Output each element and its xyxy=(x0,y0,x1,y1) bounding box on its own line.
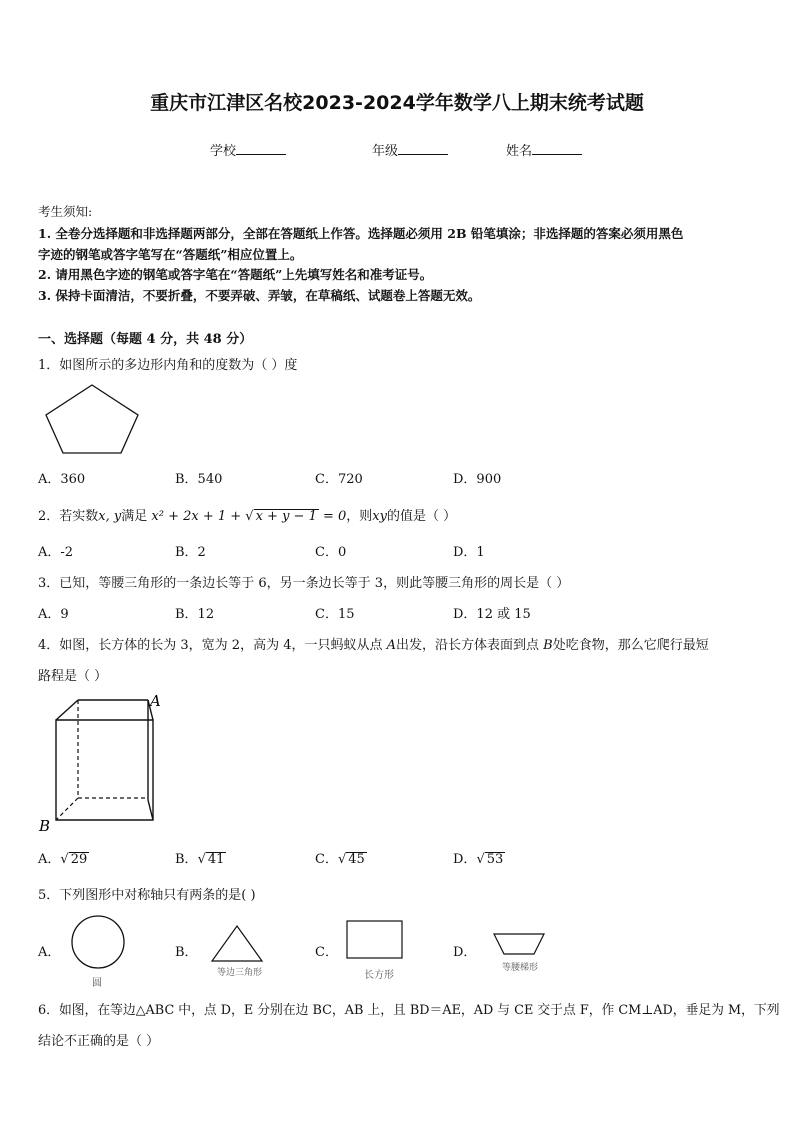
q6-line-1: 6．如图，在等边△ABC 中，点 D，E 分别在边 BC，AB 上，且 BD＝AE，AD 与 CE 交于点 F，作 CM⊥AD，垂足为 M，下列 xyxy=(38,1003,780,1018)
vertex-b-label: B xyxy=(39,817,51,834)
q2-option-c: C．0 xyxy=(315,545,347,560)
q5-caption-trapezoid: 等腰梯形 xyxy=(502,963,539,973)
q4-option-c xyxy=(315,848,367,867)
q5-caption-triangle: 等边三角形 xyxy=(217,968,263,978)
q5-caption-circle: 圆 xyxy=(92,978,102,989)
q4-point-a: A xyxy=(386,638,397,653)
q5-option-a-letter: A． xyxy=(38,945,61,960)
notice-heading: 考生须知: xyxy=(38,204,93,219)
school-label: 学校 xyxy=(210,144,237,159)
q2-equation: x² + 2x + 1 + xyxy=(151,509,246,524)
q3-option-c: C．15 xyxy=(315,607,355,622)
q2-equation-end: = 0 xyxy=(318,509,347,524)
q2-option-b: B．2 xyxy=(175,545,206,560)
q5-option-c-letter: C． xyxy=(315,945,338,960)
q4-option-c-letter: C． xyxy=(315,852,338,867)
name-label: 姓名 xyxy=(506,144,533,159)
grade-field xyxy=(372,140,448,159)
q2-vars: x, y xyxy=(98,509,122,524)
name-field xyxy=(506,140,582,159)
q1-option-c: C．720 xyxy=(315,472,363,487)
q4-option-a-radicand: 29 xyxy=(70,852,88,867)
q4-line-2: 路程是（ ） xyxy=(38,669,108,684)
q3-option-b: B．12 xyxy=(175,607,215,622)
rectangle-figure xyxy=(345,919,405,961)
q2-xy: xy xyxy=(372,509,387,524)
q4-point-b: B xyxy=(543,638,553,653)
q4-option-b-letter: B． xyxy=(175,852,198,867)
q2-stem xyxy=(38,505,456,524)
q4-option-a xyxy=(38,848,89,867)
grade-blank xyxy=(398,142,448,155)
q5-stem: 5．下列图形中对称轴只有两条的是( ) xyxy=(38,888,256,903)
q4-text-b: 出发，沿长方体表面到点 xyxy=(396,638,544,653)
radical-sign: √ xyxy=(337,852,347,867)
q4-option-a-letter: A． xyxy=(38,852,61,867)
q4-option-b-radicand: 41 xyxy=(207,852,225,867)
q4-text-a: 4．如图，长方体的长为 3，宽为 2，高为 4，一只蚂蚁从点 xyxy=(38,638,387,653)
q1-option-b: B．540 xyxy=(175,472,223,487)
q1-stem: 1．如图所示的多边形内角和的度数为（ ）度 xyxy=(38,358,298,373)
triangle-figure xyxy=(210,924,264,964)
q1-option-d: D．900 xyxy=(453,472,502,487)
q4-option-b xyxy=(175,848,226,867)
radical-sign: √ xyxy=(197,852,206,867)
q4-option-c-radicand: 45 xyxy=(348,852,365,867)
school-field xyxy=(210,140,286,159)
q5-caption-rectangle: 长方形 xyxy=(364,970,394,981)
page-title: 重庆市江津区名校2023-2024学年数学八上期末统考试题 xyxy=(150,92,644,114)
q5-option-b-letter: B． xyxy=(175,945,198,960)
grade-label: 年级 xyxy=(372,144,399,159)
q2-pre: 2．若实数 xyxy=(38,509,99,524)
q2-end: 的值是（ ） xyxy=(386,509,457,524)
notice-line-1b: 字迹的钢笔或答字笔写在“答题纸”相应位置上。 xyxy=(38,247,303,262)
q3-option-d: D．12 或 15 xyxy=(453,607,531,622)
q4-text-c: 处吃食物，那么它爬行最短 xyxy=(552,638,709,653)
q2-mid: 满足 xyxy=(121,509,148,524)
notice-line-3: 3. 保持卡面清洁，不要折叠，不要弄破、弄皱，在草稿纸、试题卷上答题无效。 xyxy=(38,288,481,303)
q1-option-a: A．360 xyxy=(38,472,86,487)
vertex-a-label: A xyxy=(150,692,161,710)
school-blank xyxy=(236,142,286,155)
radical-sign: √ xyxy=(245,509,254,524)
name-blank xyxy=(532,142,582,155)
radical-sign: √ xyxy=(60,852,69,867)
pentagon-figure xyxy=(44,383,140,457)
q2-option-a: A．-2 xyxy=(38,545,74,560)
q6-line-2: 结论不正确的是（ ） xyxy=(38,1034,160,1049)
q4-line-1 xyxy=(38,634,709,653)
q3-stem: 3．已知，等腰三角形的一条边长等于 6，另一条边长等于 3，则此等腰三角形的周长是（ ） xyxy=(38,576,570,591)
cuboid-figure xyxy=(36,690,176,834)
q2-radicand: x + y − 1 xyxy=(255,509,317,524)
q4-option-d-radicand: 53 xyxy=(486,852,504,867)
notice-line-1: 1. 全卷分选择题和非选择题两部分，全部在答题纸上作答。选择题必须用 2B 铅笔填涂；非选择题的答案必须用黑色 xyxy=(38,226,684,241)
notice-line-2: 2. 请用黑色字迹的钢笔或答字笔在“答题纸”上先填写姓名和准考证号。 xyxy=(38,267,433,282)
section-heading: 一、选择题（每题 4 分，共 48 分） xyxy=(38,332,253,347)
q4-option-d xyxy=(453,848,505,867)
trapezoid-figure xyxy=(492,932,546,956)
q2-option-d: D．1 xyxy=(453,545,485,560)
q5-option-d-letter: D． xyxy=(453,945,477,960)
radical-sign: √ xyxy=(476,852,485,867)
q2-post: ，则 xyxy=(346,509,373,524)
q4-option-d-letter: D． xyxy=(453,852,477,867)
q3-option-a: A．9 xyxy=(38,607,69,622)
circle-figure xyxy=(66,914,130,974)
